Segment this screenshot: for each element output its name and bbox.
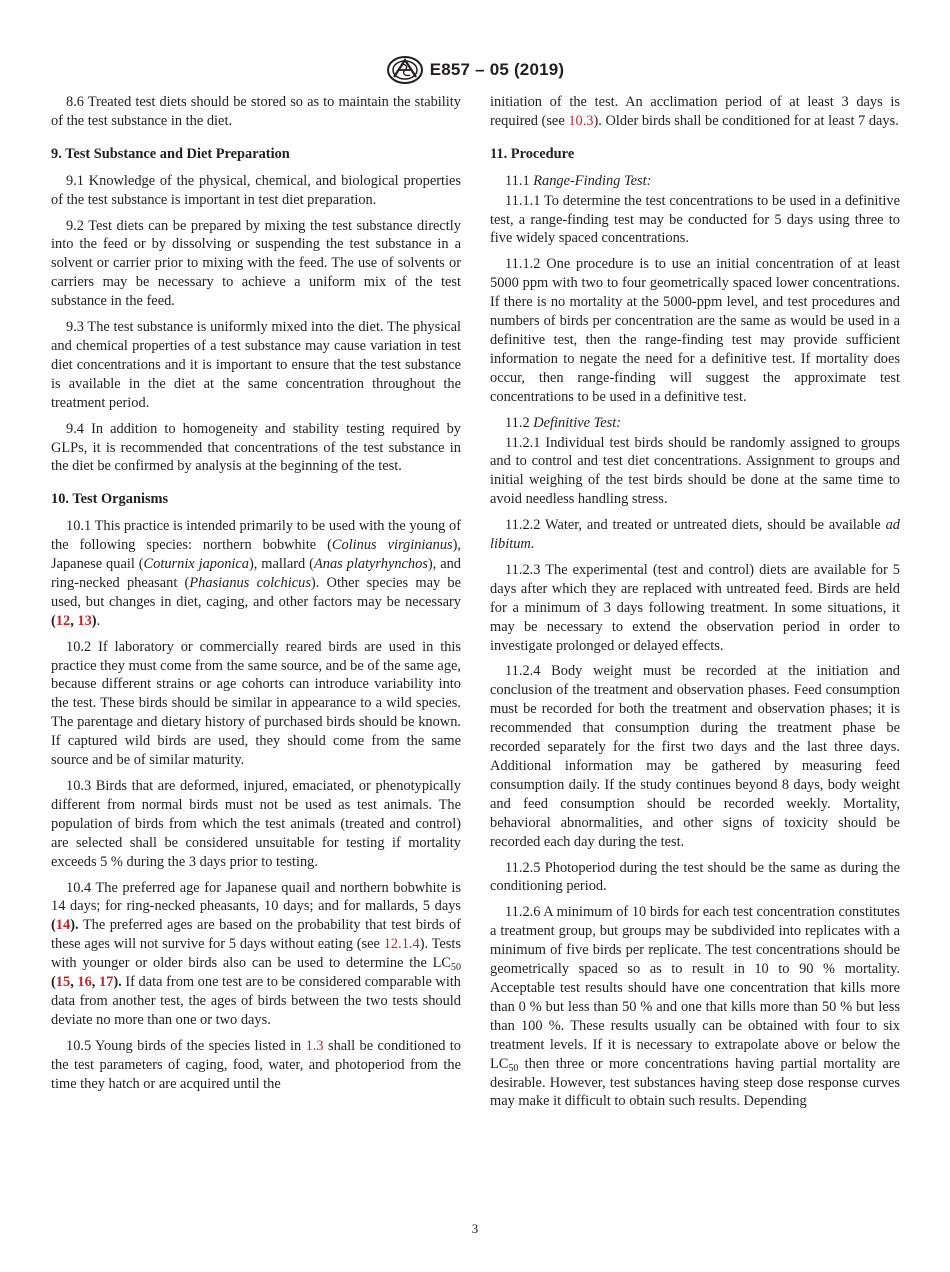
section-11-2-5: 11.2.5 Photoperiod during the test should be the same as during the conditioning period. xyxy=(490,859,900,895)
ref-separator: , xyxy=(91,974,99,991)
text-run: ). Other species may be used, but changes in diet, caging, and other factors may be necessary xyxy=(51,574,461,610)
subsection-title: Definitive Test: xyxy=(533,414,622,431)
section-11-2 xyxy=(490,414,900,433)
ref-paren: ( xyxy=(51,612,56,629)
ref-paren: ). xyxy=(113,974,122,991)
text-run: . xyxy=(96,612,101,629)
section-11-1-2: 11.1.2 One procedure is to use an initial concentration of at least 5000 ppm with two to four geometrically spaced lower concentrations. If there is no mortality at the 5000-ppm level, and test procedures and numbers of birds per concentration are the same as would be used in a definitive test, then the range-finding test may provide sufficient information to negate the need for a definitive test. If mortality does occur, then range-finding will suggest the approximate test concentrations to be used in a definitive test. xyxy=(490,256,900,405)
species-name: Phasianus colchicus xyxy=(189,574,311,591)
text-run: ), Japanese quail ( xyxy=(51,537,462,573)
section-link-12-1-4[interactable]: 12.1.4 xyxy=(383,936,420,953)
section-number: 11.1 xyxy=(505,172,534,189)
text-run: 10.1 This practice is intended primarily to be used with the young of the following species: northern bobwhite ( xyxy=(51,518,461,554)
section-11-1-1: 11.1.1 To determine the test concentrations to be used in a definitive test, a range-finding test may be conducted for 5 days using three to five widely spaced concentrations. xyxy=(490,192,900,247)
ref-separator: , xyxy=(70,612,78,629)
section-9-3: 9.3 The test substance is uniformly mixed into the diet. The physical and chemical properties of a test substance may cause variation in test diet concentrations and it is important to ensure that the test substance is available in the diet at the same concentration throughout the treatment period. xyxy=(51,319,461,411)
text-run: 11.2.6 A minimum of 10 birds for each test concentration constitutes a treatment group, but groups may be subdivided into replicates with a minimum of five birds per replicate. The test concentrations should be geometrically spaced so as to result in 10 to 90 % mortality. Acceptable test results should have one concentration that kills more than 0 % but less than 50 % and one that kills more than 50 % but less than 100 %. These results usually can be obtained with four to six treatment levels. If it is necessary to extrapolate above or below the LC xyxy=(490,904,900,1072)
section-11-1 xyxy=(490,172,900,191)
subsection-title: Range-Finding Test: xyxy=(533,172,652,189)
section-11-2-4: 11.2.4 Body weight must be recorded at the initiation and conclusion of the treatment and observation phases. Feed consumption must be recorded for both the treatment and observation phases; it is recommended that consumption during the treatment phase be recorded separately for the first two days and the last three days. Additional information may be gathered by measuring feed consumption daily. If the study continues beyond 8 days, body weight and feed consumption should be recorded weekly. Mortality, behavioral abnormalities, and other signs of toxicity should be recorded each day during the test. xyxy=(490,663,900,850)
section-10-5 xyxy=(51,1037,461,1094)
ref-paren: ) xyxy=(91,612,97,629)
section-link-1-3[interactable]: 1.3 xyxy=(305,1037,324,1054)
heading-section-11: 11. Procedure xyxy=(490,145,575,162)
left-column xyxy=(51,93,461,1101)
text-run: The preferred ages are based on the probability that test birds of these ages will not survive for 5 days without eating (see xyxy=(51,917,461,953)
section-link-10-3[interactable]: 10.3 xyxy=(568,112,594,129)
ref-separator: , xyxy=(70,974,78,991)
section-10-3: 10.3 Birds that are deformed, injured, emaciated, or phenotypically different from normal birds must not be used as test animals. The population of birds from which the test animals (treated and control) are selected shall be considered unsuitable for testing if mortality exceeds 5 % during the 3 days prior to testing. xyxy=(51,778,461,870)
text-run: then three or more concentrations having partial mortality are desirable. However, test substances having steep dose response curves may make it difficult to obtain such results. Depending xyxy=(490,1055,900,1110)
standard-designation: E857 – 05 (2019) xyxy=(429,60,565,79)
reference-link-14[interactable]: 14 xyxy=(55,917,71,934)
text-run: 11.2.2 Water, and treated or untreated diets, should be available xyxy=(505,517,886,534)
text-run: initiation of the test. An acclimation period of at least 3 days is required (see xyxy=(490,94,900,129)
astm-logo-icon xyxy=(386,55,424,85)
text-run: If data from one test are to be considered comparable with data from another test, the ages of birds between the two tests should deviate no more than one or two days. xyxy=(51,974,462,1028)
text-run: shall be conditioned to the test parameters of caging, food, water, and photoperiod from the time they hatch or are acquired until the xyxy=(51,1037,461,1092)
latin-term: ad libitum xyxy=(490,517,900,553)
reference-link-16[interactable]: 16 xyxy=(77,974,92,991)
heading-section-9: 9. Test Substance and Diet Preparation xyxy=(51,145,290,162)
section-11-2-3: 11.2.3 The experimental (test and control) diets are available for 5 days after which they are replaced with untreated feed. Birds are held for a minimum of 3 days following treatment. In some situations, it may be necessary to extend the observation period in order to investigate prolonged or delayed effects. xyxy=(490,561,900,654)
reference-link-15[interactable]: 15 xyxy=(55,974,71,991)
subscript: 50 xyxy=(451,962,461,974)
section-10-5-continued xyxy=(490,93,900,131)
text-run: ), and ring-necked pheasant ( xyxy=(51,556,461,591)
section-11-2-1: 11.2.1 Individual test birds should be randomly assigned to groups and to control and test diet concentrations. Assignment to groups and initial weighing of the test birds should be done at the same time to avoid needless handling stress. xyxy=(490,434,900,508)
heading-section-10: 10. Test Organisms xyxy=(51,491,169,508)
section-10-4 xyxy=(51,879,461,1030)
ref-paren: ). xyxy=(70,917,79,934)
text-run: 10.5 Young birds of the species listed in xyxy=(66,1037,306,1054)
section-number: 11.2 xyxy=(505,414,534,431)
ref-paren: ( xyxy=(51,917,56,934)
section-8-6: 8.6 Treated test diets should be stored so as to maintain the stability of the test substance in the diet. xyxy=(51,94,461,129)
page-header xyxy=(0,55,950,85)
text-run: 10.4 The preferred age for Japanese quail and northern bobwhite is 14 days; for ring-necked pheasants, 10 days; and for mallards, 5 days xyxy=(51,879,461,915)
section-9-1: 9.1 Knowledge of the physical, chemical, and biological properties of the test substance is important in test diet preparation. xyxy=(51,172,461,208)
subscript: 50 xyxy=(508,1062,519,1074)
species-name: Colinus virginianus xyxy=(331,537,453,554)
text-run: ). Older birds shall be conditioned for at least 7 days. xyxy=(593,112,899,129)
reference-link-12[interactable]: 12 xyxy=(55,612,71,629)
page-number: 3 xyxy=(471,1221,479,1236)
section-10-2: 10.2 If laboratory or commercially reared birds are used in this practice they must come from the same source, and be of the same age, because different strains or age cohorts can introduce variability into the test. These birds should be similar in appearance to a wild species. The parentage and dietary history of purchased birds should be known. If captured wild birds are used, they should come from the same source and be of similar maturity. xyxy=(51,638,461,769)
reference-link-13[interactable]: 13 xyxy=(77,612,92,629)
reference-link-17[interactable]: 17 xyxy=(98,974,114,991)
text-run: ). Tests with younger or older birds also can be used to determine the LC xyxy=(51,936,461,972)
section-9-4: 9.4 In addition to homogeneity and stability testing required by GLPs, it is recommended that concentrations of the test substance in the diet be confirmed by analysis at the beginning of the test. xyxy=(51,420,461,475)
section-11-2-6 xyxy=(490,903,900,1111)
ref-paren: ( xyxy=(51,974,56,991)
section-10-1 xyxy=(51,517,461,630)
right-column xyxy=(490,93,900,1118)
species-name: Anas platyrhynchos xyxy=(313,556,428,573)
species-name: Coturnix japonica xyxy=(143,556,249,573)
text-run: ), mallard ( xyxy=(248,556,314,573)
section-11-2-2 xyxy=(490,516,900,554)
section-9-2: 9.2 Test diets can be prepared by mixing the test substance directly into the feed or by dissolving or suspending the test substance in a solvent or carrier prior to mixing with the feed. The use of solvents or carriers may be necessary to achieve a uniform mix of the test substance in the feed. xyxy=(51,217,461,310)
text-run: . xyxy=(530,536,535,553)
